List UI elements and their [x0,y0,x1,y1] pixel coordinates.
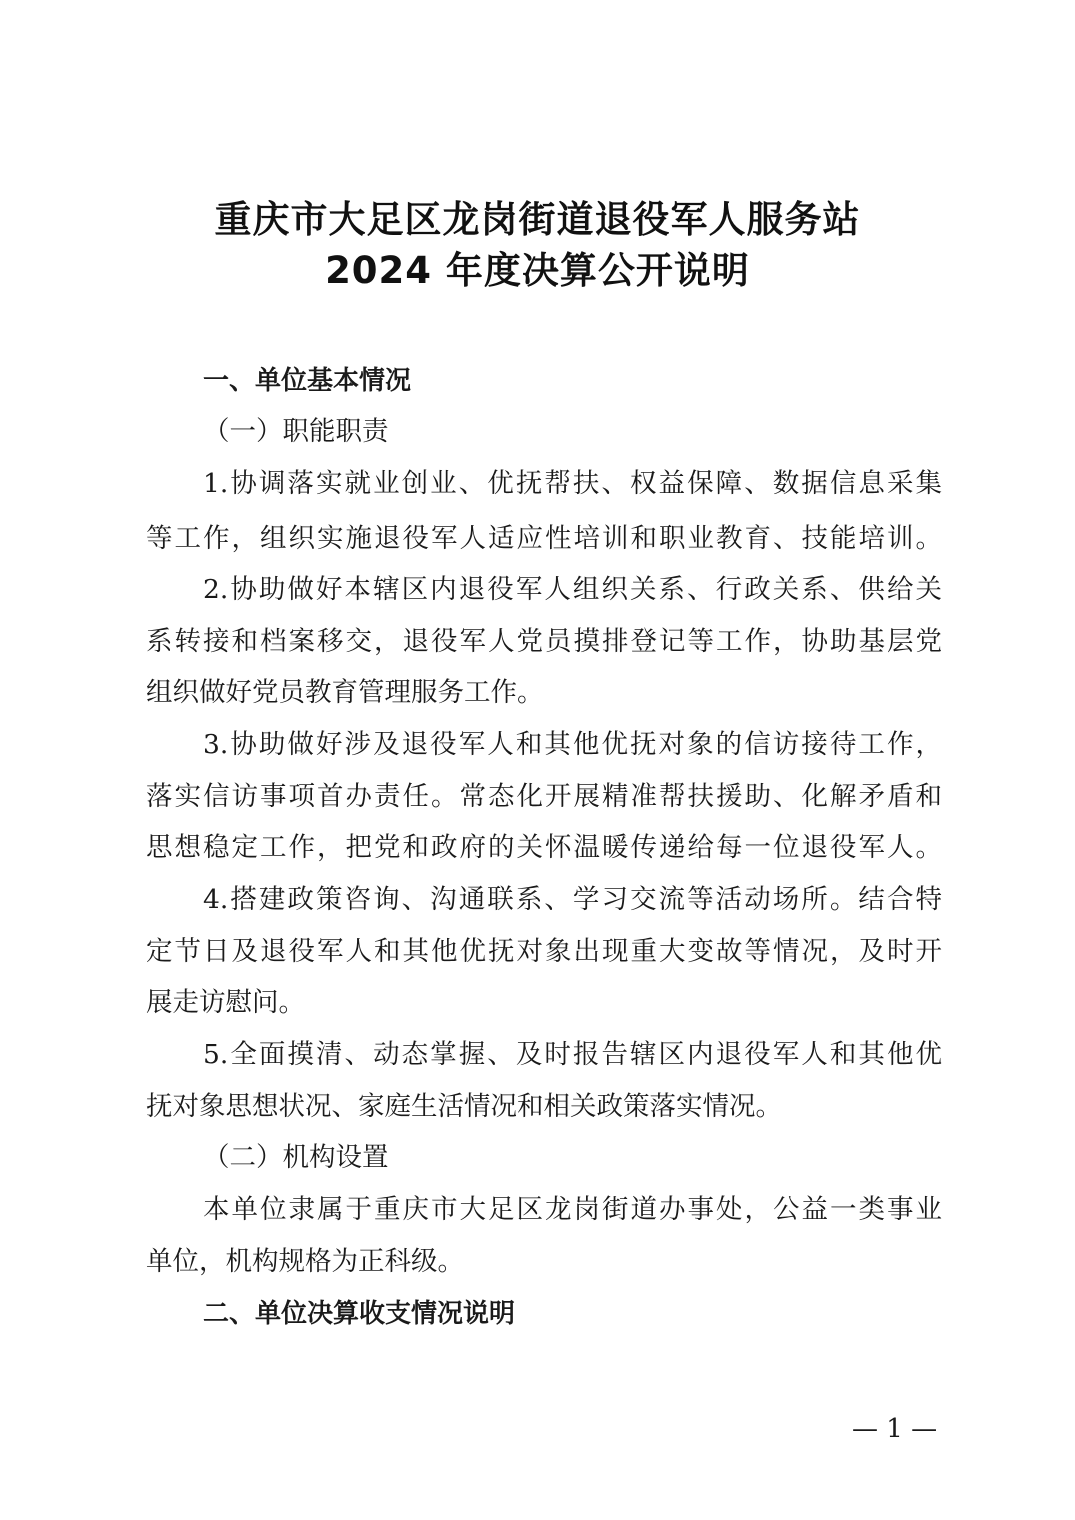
item-1-line-1: 1.协调落实就业创业、优抚帮扶、权益保障、数据信息采集 [203,468,942,499]
item-2-line-1: 2.协助做好本辖区内退役军人组织关系、行政关系、供给关 [203,574,942,605]
item-3-line-1: 3.协助做好涉及退役军人和其他优抚对象的信访接待工作， [203,729,942,760]
document-title-line-2: 2024 年度决算公开说明 [325,249,750,292]
item-4-line-3: 展走访慰问。 [146,987,305,1018]
item-1-line-2: 等工作，组织实施退役军人适应性培训和职业教育、技能培训。 [146,523,942,554]
subsection-1-heading: （一）职能职责 [203,416,389,447]
item-3-line-2: 落实信访事项首办责任。常态化开展精准帮扶援助、化解矛盾和 [146,781,942,812]
item-5-line-1: 5.全面摸清、动态掌握、及时报告辖区内退役军人和其他优 [203,1039,942,1070]
org-text-line-1: 本单位隶属于重庆市大足区龙岗街道办事处，公益一类事业 [203,1194,942,1225]
item-3-line-3: 思想稳定工作，把党和政府的关怀温暖传递给每一位退役军人。 [146,832,942,863]
item-5-line-2: 抚对象思想状况、家庭生活情况和相关政策落实情况。 [146,1091,782,1122]
item-2-line-3: 组织做好党员教育管理服务工作。 [146,677,544,708]
section-2-heading: 二、单位决算收支情况说明 [203,1299,516,1329]
section-1-heading: 一、单位基本情况 [203,366,412,396]
item-2-line-2: 系转接和档案移交，退役军人党员摸排登记等工作，协助基层党 [146,626,942,657]
page-number: — 1 — [852,1414,938,1444]
item-4-line-1: 4.搭建政策咨询、沟通联系、学习交流等活动场所。结合特 [203,884,942,915]
subsection-2-heading: （二）机构设置 [203,1142,389,1173]
org-text-line-2: 单位，机构规格为正科级。 [146,1246,464,1277]
item-4-line-2: 定节日及退役军人和其他优抚对象出现重大变故等情况，及时开 [146,936,942,967]
document-title-line-1: 重庆市大足区龙岗街道退役军人服务站 [214,198,861,241]
